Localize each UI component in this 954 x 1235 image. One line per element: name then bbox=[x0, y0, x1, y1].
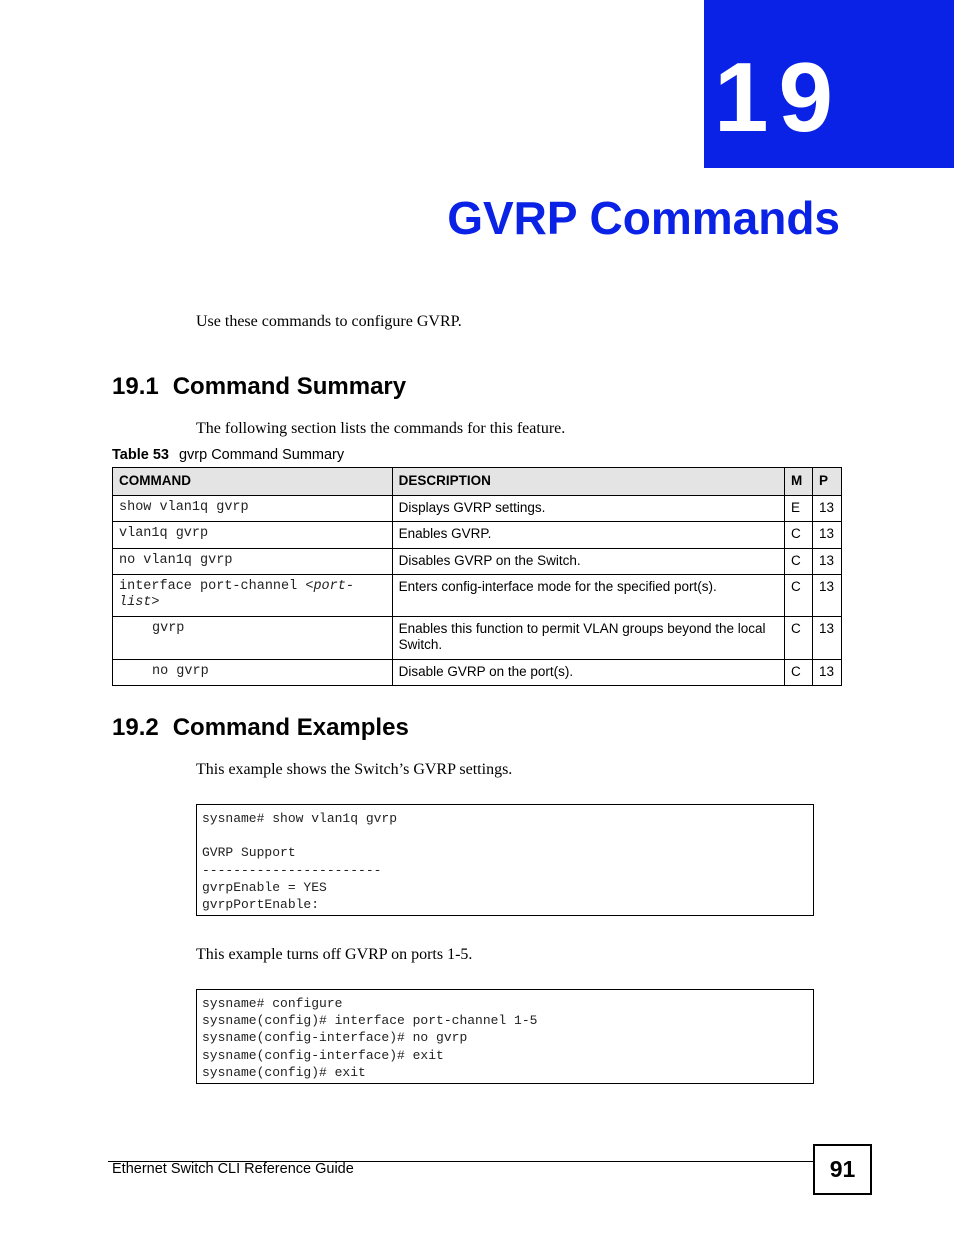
section-title: Command Summary bbox=[172, 373, 407, 400]
example2-code-block: sysname# configure sysname(config)# interface port-channel 1-5 sysname(config-interface)# no gvrp sysname(config-interface)# exit sysname(config)# exit bbox=[196, 989, 814, 1084]
header-description: DESCRIPTION bbox=[392, 468, 784, 496]
command-summary-table bbox=[112, 467, 842, 686]
description-cell: Enables GVRP. bbox=[392, 522, 784, 548]
command-cell: vlan1q gvrp bbox=[113, 522, 393, 548]
table-row bbox=[113, 659, 842, 685]
section-title: Command Examples bbox=[172, 714, 409, 741]
command-cell: gvrp bbox=[113, 617, 393, 659]
description-cell: Enables this function to permit VLAN groups beyond the local Switch. bbox=[392, 617, 784, 659]
description-cell: Enters config-interface mode for the specified port(s). bbox=[392, 574, 784, 616]
chapter-number: 19 bbox=[714, 42, 844, 152]
mode-cell: C bbox=[785, 522, 813, 548]
table-row bbox=[113, 574, 842, 616]
section-heading-command-examples bbox=[112, 714, 409, 743]
privilege-cell: 13 bbox=[812, 548, 841, 574]
example2-intro: This example turns off GVRP on ports 1-5. bbox=[196, 946, 473, 963]
example1-intro: This example shows the Switch’s GVRP settings. bbox=[196, 761, 513, 778]
mode-cell: C bbox=[785, 659, 813, 685]
argument-close: > bbox=[151, 594, 160, 610]
argument-open: < bbox=[305, 578, 314, 594]
description-cell: Displays GVRP settings. bbox=[392, 496, 784, 522]
privilege-cell: 13 bbox=[812, 617, 841, 659]
table-row bbox=[113, 548, 842, 574]
section-number: 19.2 bbox=[112, 714, 159, 741]
table-row bbox=[113, 496, 842, 522]
command-cell: no gvrp bbox=[113, 659, 393, 685]
command-text: interface port-channel bbox=[119, 578, 306, 594]
page-number: 91 bbox=[813, 1144, 872, 1195]
table-row bbox=[113, 522, 842, 548]
mode-cell: C bbox=[785, 574, 813, 616]
table-header-row bbox=[113, 468, 842, 496]
command-cell: show vlan1q gvrp bbox=[113, 496, 393, 522]
command-argument: port-list bbox=[119, 578, 354, 610]
header-command: COMMAND bbox=[113, 468, 393, 496]
chapter-title: GVRP Commands bbox=[447, 192, 840, 244]
command-cell: no vlan1q gvrp bbox=[113, 548, 393, 574]
privilege-cell: 13 bbox=[812, 574, 841, 616]
mode-cell: E bbox=[785, 496, 813, 522]
chapter-intro: Use these commands to configure GVRP. bbox=[196, 313, 462, 330]
header-privilege: P bbox=[812, 468, 841, 496]
mode-cell: C bbox=[785, 617, 813, 659]
section-number: 19.1 bbox=[112, 373, 159, 400]
header-mode: M bbox=[785, 468, 813, 496]
mode-cell: C bbox=[785, 548, 813, 574]
table-caption-label: Table 53 bbox=[112, 447, 169, 463]
privilege-cell: 13 bbox=[812, 496, 841, 522]
example1-code-block: sysname# show vlan1q gvrp GVRP Support ----------------------- gvrpEnable = YES gvrpPortEnable: bbox=[196, 804, 814, 916]
footer-guide-title: Ethernet Switch CLI Reference Guide bbox=[112, 1161, 354, 1177]
description-cell: Disables GVRP on the Switch. bbox=[392, 548, 784, 574]
table-caption bbox=[112, 447, 344, 463]
privilege-cell: 13 bbox=[812, 659, 841, 685]
privilege-cell: 13 bbox=[812, 522, 841, 548]
description-cell: Disable GVRP on the port(s). bbox=[392, 659, 784, 685]
table-row bbox=[113, 617, 842, 659]
section-heading-command-summary bbox=[112, 373, 406, 402]
table-caption-text: gvrp Command Summary bbox=[178, 447, 345, 463]
command-cell bbox=[113, 574, 393, 616]
section-intro: The following section lists the commands for this feature. bbox=[196, 420, 566, 437]
